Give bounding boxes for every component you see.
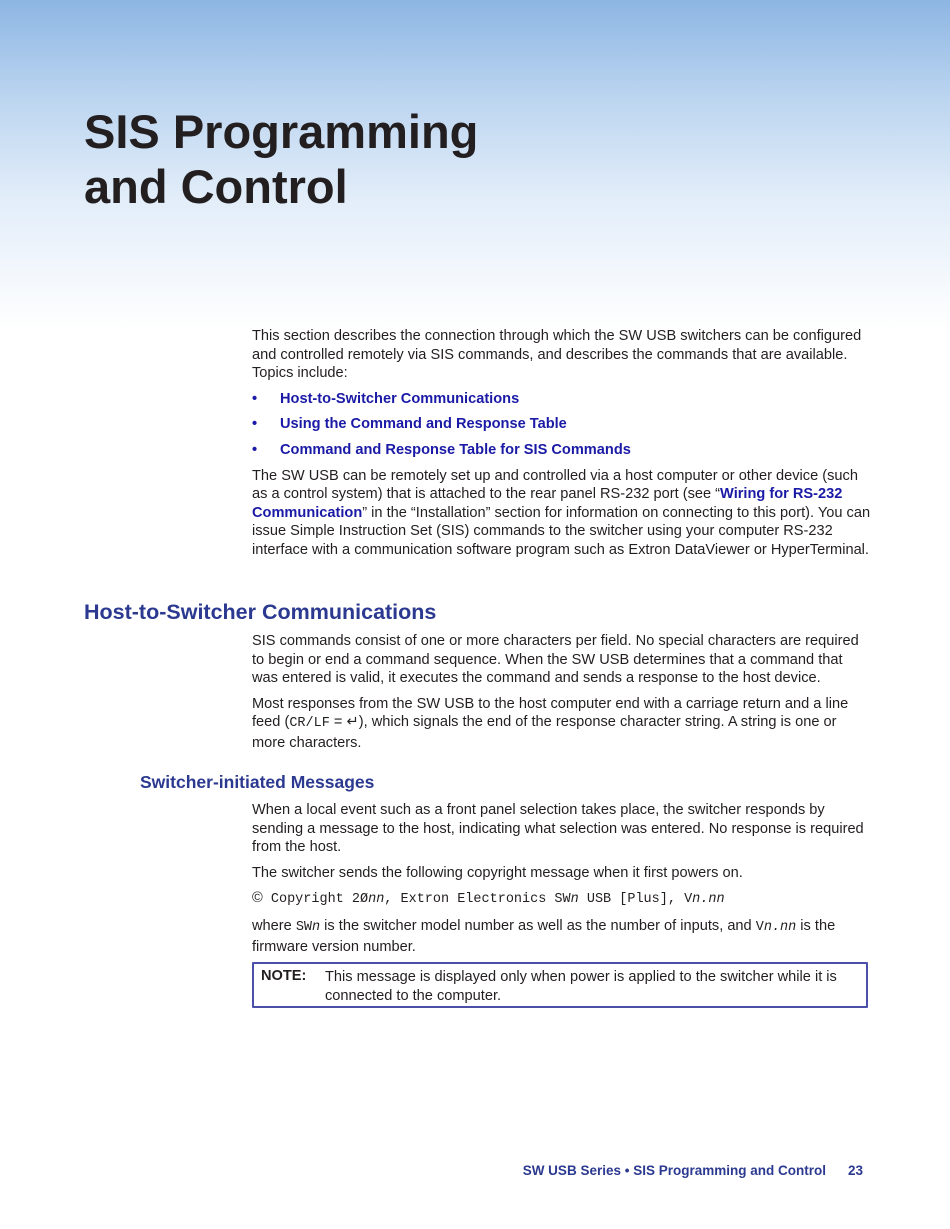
topics-list (252, 390, 872, 467)
remote-control-paragraph: The SW USB can be remotely set up and controlled via a host computer or other device (such as a control system) that is attached to the rear panel RS-232 port (see “Wiring for RS-232 Communication” in the “Installation” section for information on connecting to this port). You can issue Simple Instruction Set (SIS) commands to the switcher using your computer RS-232 interface with a communication software program such as Extron DataViewer or HyperTerminal. (252, 467, 871, 558)
bullet: • (252, 390, 258, 407)
section-heading-host-to-switcher: Host-to-Switcher Communications (84, 600, 437, 624)
page-title-line-1: SIS Programming (84, 105, 479, 158)
page-number: 23 (847, 1163, 863, 1178)
return-arrow-icon: ↵ (346, 714, 359, 731)
wiring-rs232-link[interactable]: Wiring for RS-232 Communication (252, 486, 843, 521)
page-title (84, 104, 478, 214)
note-box (252, 962, 868, 1008)
topic-link-command-response-table[interactable]: • Using the Command and Response Table (252, 416, 567, 433)
topic-link-sis-commands[interactable]: • Command and Response Table for SIS Commands (252, 441, 631, 458)
footer-text: SW USB Series • SIS Programming and Control (522, 1163, 826, 1178)
copyright-icon: © (252, 890, 263, 907)
note-text: This message is displayed only when power is applied to the switcher while it is connected to the computer. (325, 969, 837, 1004)
local-event-paragraph: When a local event such as a front panel selection takes place, the switcher responds by sending a message to the host, indicating what selection was entered. No response is required from the host. (252, 802, 864, 856)
sis-commands-paragraph: SIS commands consist of one or more characters per field. No special characters are required to begin or end a command sequence. When the SW USB determines that a command that was entered is valid, it executes the command and sends a response to the host device. (252, 633, 859, 687)
intro-paragraph: This section describes the connection through which the SW USB switchers can be configured and controlled remotely via SIS commands, and describes the commands that are available. Topics include: (252, 328, 862, 382)
page-title-line-2: and Control (84, 160, 348, 213)
page-footer (523, 1163, 863, 1178)
subsection-heading-switcher-initiated: Switcher-initiated Messages (140, 772, 375, 792)
switcher-section-body (252, 801, 872, 956)
model-number-paragraph: where SWn is the switcher model number as well as the number of inputs, and Vn.nn is the firmware version number. (252, 917, 836, 955)
note-label: NOTE: (261, 968, 307, 984)
bullet: • (252, 416, 258, 433)
bullet: • (252, 441, 258, 458)
intro-section (252, 327, 872, 560)
host-section-body (252, 632, 872, 753)
copyright-intro-paragraph: The switcher sends the following copyright message when it first powers on. (252, 864, 743, 881)
copyright-message: © Copyright 2Ønn, Extron Electronics SWn USB [Plus], Vn.nn (252, 890, 725, 908)
cr-lf-code: CR/LF (289, 716, 330, 732)
topic-link-host-to-switcher[interactable]: • Host-to-Switcher Communications (252, 390, 520, 407)
responses-paragraph: Most responses from the SW USB to the host computer end with a carriage return and a line feed (CR/LF = ↵), which signals the end of the response character string. A string is one or more characters. (252, 695, 849, 751)
